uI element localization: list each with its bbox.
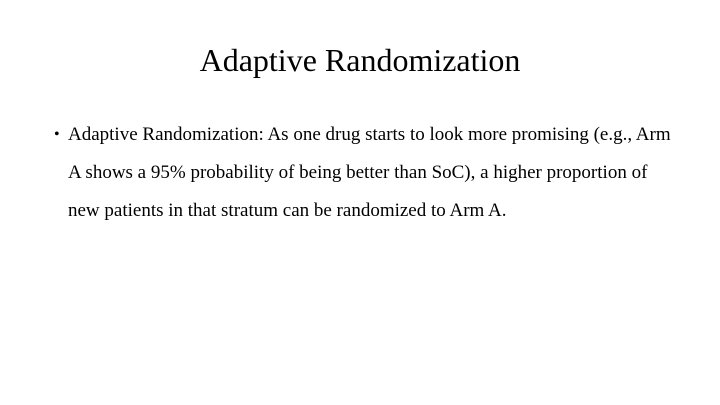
slide-title: Adaptive Randomization: [199, 42, 521, 78]
bullet-dot-icon: •: [54, 126, 60, 143]
bullet-item: [54, 116, 674, 230]
bullet-text: Adaptive Randomization: As one drug starts to look more promising (e.g., Arm A shows a 95% probability of being better than SoC), a higher proportion of new patients in that stratum can be randomized to Arm A.: [68, 124, 671, 221]
bullet-list: [54, 116, 674, 230]
